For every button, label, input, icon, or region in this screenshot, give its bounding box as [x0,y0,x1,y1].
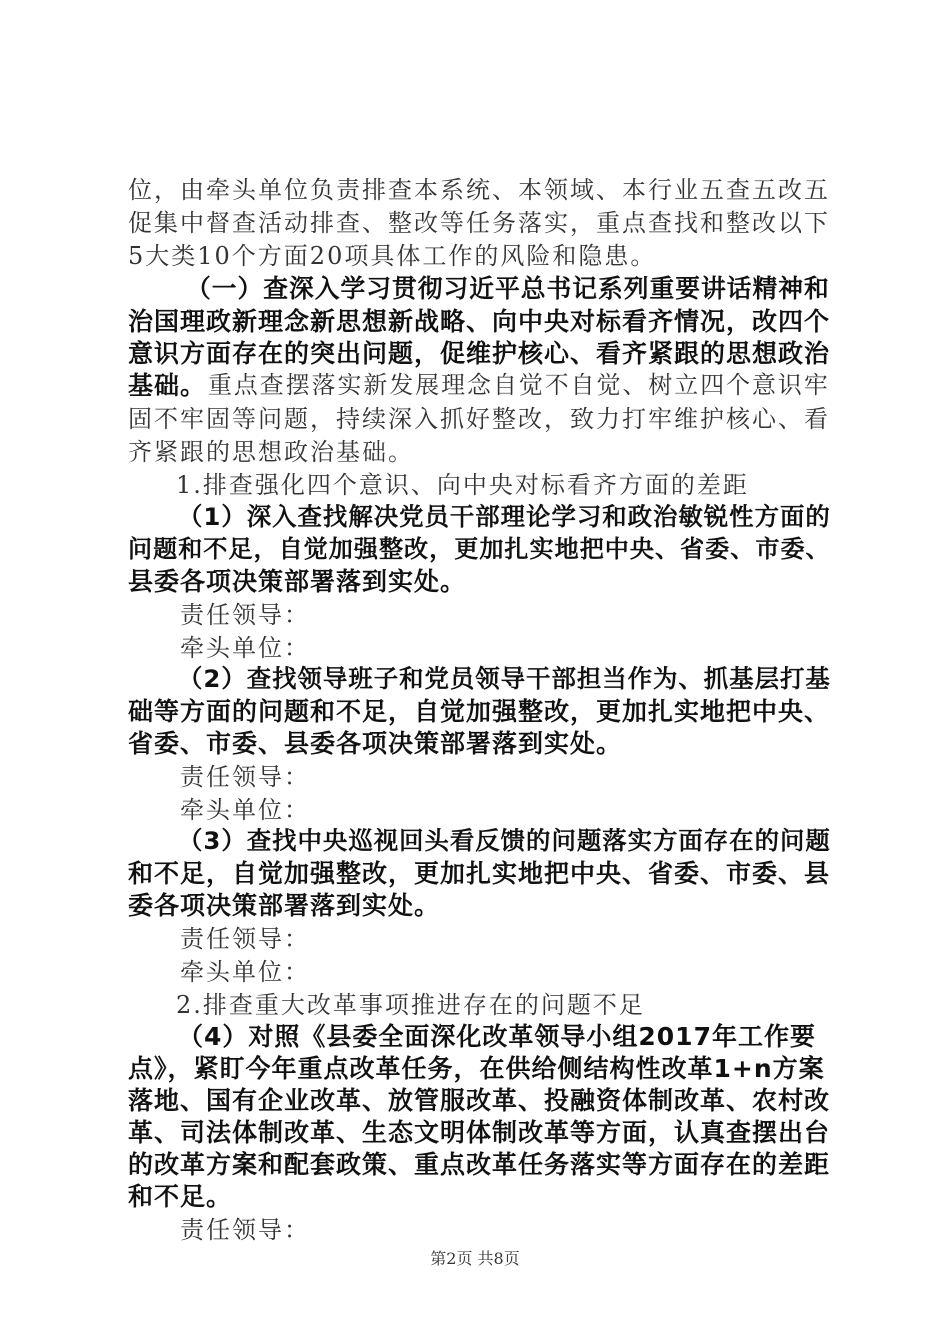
item-text: 的改革方案和配套政策、重点改革任务落实等方面存在的差距 [128,1150,831,1179]
section-heading: （一）查深入学习贯彻习近平总书记系列重要讲话精神和 [186,274,830,303]
responsible-leader-label: 责任领导： [180,601,310,629]
lead-unit-label: 牵头单位： [180,796,310,824]
text-line: 促集中督查活动排查、整改等任务落实，重点查找和整改以下 [128,209,830,237]
item-text: （3）查找中央巡视回头看反馈的问题落实方面存在的问题 [178,826,831,855]
text-line: 位，由牵头单位负责排查本系统、本领域、本行业五查五改五 [128,176,830,204]
text-line: 齐紧跟的思想政治基础。 [128,438,414,466]
item-text: 和不足，自觉加强整改，更加扎实地把中央、省委、市委、县 [128,859,831,888]
item-text: 革、司法体制改革、生态文明体制改革等方面，认真查摆出台 [128,1118,831,1147]
section-heading: 基础。 [128,371,207,400]
item-text: 落地、国有企业改革、放管服改革、投融资体制改革、农村改 [128,1086,831,1115]
responsible-leader-label: 责任领导： [180,925,310,953]
subheading: 1.排查强化四个意识、向中央对标看齐方面的差距 [176,471,749,499]
text-line: 5大类10个方面20项具体工作的风险和隐患。 [128,242,657,270]
text-line: 固不牢固等问题，持续深入抓好整改，致力打牢维护核心、看 [128,405,830,433]
item-text: 点》，紧盯今年重点改革任务，在供给侧结构性改革1+n方案 [128,1054,825,1083]
lead-unit-label: 牵头单位： [180,958,310,986]
lead-unit-label: 牵头单位： [180,634,310,662]
text-line: 重点查摆落实新发展理念自觉不自觉、树立四个意识牢 [208,371,830,399]
item-text: 委各项决策部署落到实处。 [128,891,441,920]
item-text: （4）对照《县委全面深化改革领导小组2017年工作要 [178,1022,816,1051]
item-text: 和不足。 [128,1182,233,1211]
item-text: 县委各项决策部署落到实处。 [128,567,467,596]
item-text: （1）深入查找解决党员干部理论学习和政治敏锐性方面的 [178,502,831,531]
section-heading: 治国理政新理念新思想新战略、向中央对标看齐情况，改四个 [128,307,831,336]
responsible-leader-label: 责任领导： [180,763,310,791]
section-heading: 意识方面存在的突出问题，促维护核心、看齐紧跟的思想政治 [128,339,831,368]
item-text: 问题和不足，自觉加强整改，更加扎实地把中央、省委、市委、 [128,535,831,563]
item-text: 省委、市委、县委各项决策部署落到实处。 [128,729,623,758]
responsible-leader-label: 责任领导： [180,1216,310,1244]
page-number-footer: 第2页 共8页 [430,1249,520,1268]
item-text: 础等方面的问题和不足，自觉加强整改，更加扎实地把中央、 [128,697,831,726]
item-text: （2）查找领导班子和党员领导干部担当作为、抓基层打基 [178,664,831,693]
subheading: 2.排查重大改革事项推进存在的问题不足 [176,991,645,1019]
